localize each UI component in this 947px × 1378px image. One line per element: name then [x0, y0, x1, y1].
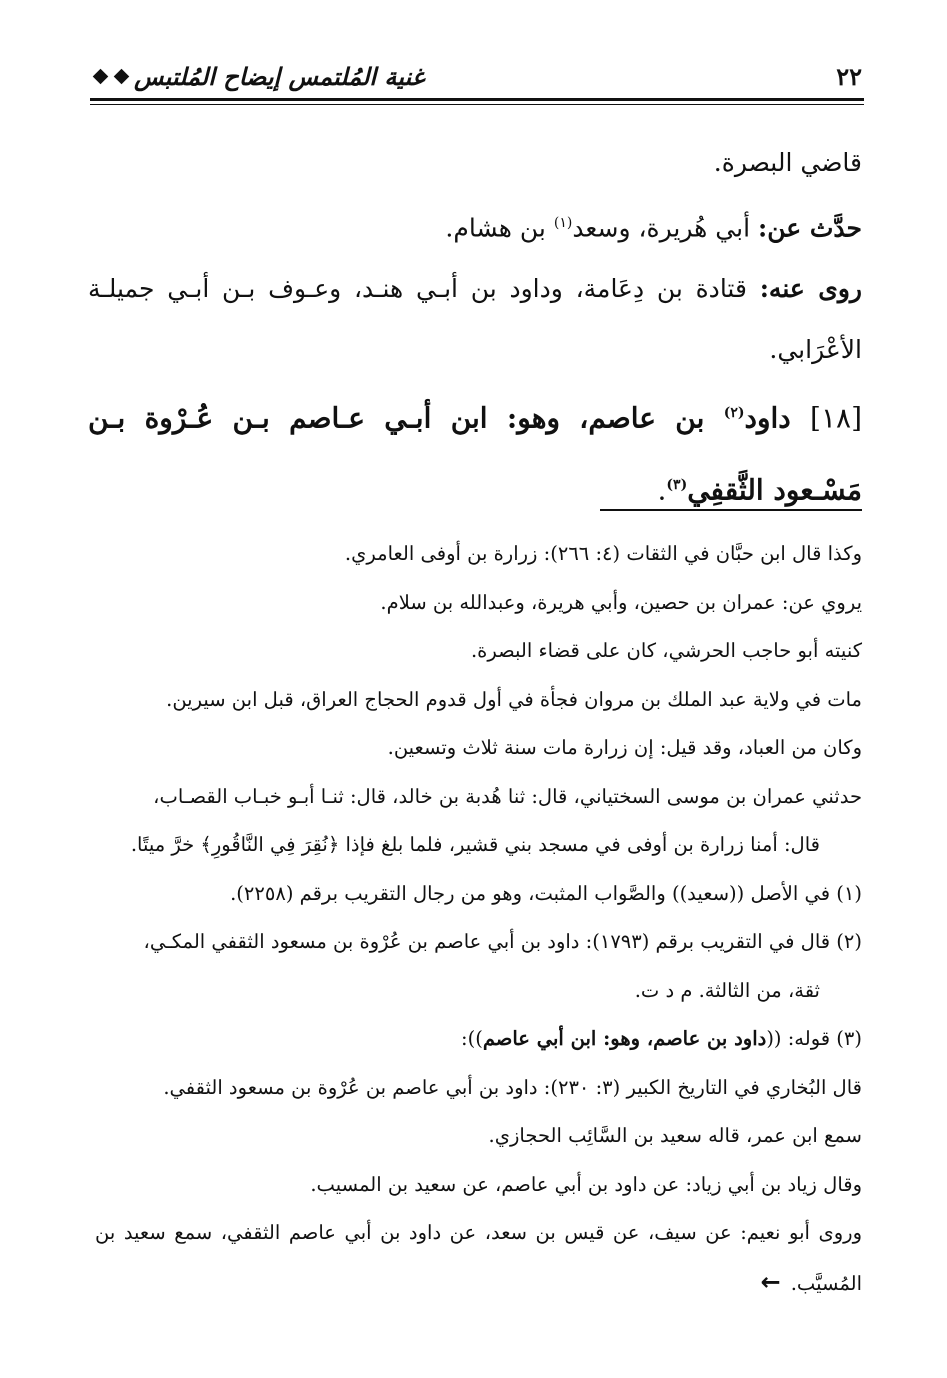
running-title-group — [92, 62, 424, 91]
footnote-line: وكان من العباد، وقد قيل: إن زرارة مات سنة ثلاث وتسعين. — [387, 736, 862, 759]
footnote-separator — [600, 509, 862, 511]
header-rule-thin — [90, 104, 864, 105]
footnote-1: (١) في الأصل ((سعيد)) والصَّواب المثبت، وهو من رجال التقريب برقم (٢٢٥٨). — [230, 881, 862, 905]
rawa-label: روى عنه: — [759, 274, 862, 304]
next-page-arrow-icon: ← — [760, 1267, 781, 1296]
entry-name: داود — [744, 401, 811, 435]
diamond-ornament-icon — [93, 68, 109, 84]
footnote-line: سمع ابن عمر، قاله سعيد بن السَّائِب الحجازي. — [488, 1124, 862, 1147]
main-text — [88, 132, 862, 523]
haddatha-text: أبي هُريرة، وسعد — [572, 213, 758, 243]
biography-entry — [88, 380, 862, 523]
rawa-text: قتادة بن دِعَامة، وداود بن أبـي هنـد، وعـوف بـن أبـي جميلـة الأعْرَابي. — [88, 274, 862, 365]
footnote-2: (٢) قال في التقريب برقم (١٧٩٣): داود بن أبي عاصم بن عُرْوة بن مسعود الثقفي المكـي، — [143, 930, 862, 953]
footnote-line: وكذا قال ابن حبَّان في الثقات (٤: ٢٦٦): زرارة بن أوفى العامري. — [344, 542, 862, 565]
footnote-3-prefix: (٣) قوله: (( — [766, 1027, 862, 1050]
entry-text: بن عاصم، وهو: ابن أبـي عـاصم بـن عُـرْوة بـن مَسْـعود الثَّقفِي — [88, 401, 862, 506]
header-rule-thick — [90, 98, 864, 101]
footnote-2-continuation: ثقة، من الثالثة. م د ت. — [634, 978, 820, 1002]
footnote-line: كنيته أبو حاجب الحرشي، كان على قضاء البصرة. — [470, 639, 862, 662]
rawa-paragraph — [88, 258, 862, 380]
footnote-last-line — [95, 1209, 862, 1308]
footnote-3-suffix: )): — [461, 1027, 483, 1050]
footnote-line: حدثني عمران بن موسى السختياني، قال: ثنا هُدبة بن خالد، قال: ثنـا أبـو خبـاب القصـاب، — [153, 784, 862, 808]
haddatha-label: حدَّث عن: — [758, 213, 862, 243]
entry-end: . — [657, 472, 667, 506]
footnote-line: وقال زياد بن أبي زياد: عن داود بن أبي عاصم، عن سعيد بن المسيب. — [310, 1172, 862, 1196]
footnote-line: مات في ولاية عبد الملك بن مروان فجأة في أول قدوم الحجاج العراق، قبل ابن سيرين. — [166, 687, 862, 711]
haddatha-text: بن هشام. — [445, 213, 554, 243]
footnotes — [95, 530, 862, 1308]
running-title: غنية المُلتمس إيضاح المُلتبس — [134, 61, 425, 91]
haddatha-paragraph — [88, 193, 862, 258]
page-number: ٢٢ — [836, 61, 862, 91]
footnote-text: وروى أبو نعيم: عن سيف، عن قيس بن سعد، عن داود بن أبي عاصم الثقفي، سمع سعيد بن المُسيَّب. — [95, 1221, 862, 1295]
footnote-ref: (٢) — [723, 405, 745, 422]
footnote-3 — [95, 1015, 862, 1064]
footnote-line: قال البُخاري في التاريخ الكبير (٣: ٢٣٠): داود بن أبي عاصم بن عُرْوة بن مسعود الثقفي. — [163, 1075, 862, 1099]
footnote-ref: (٣) — [666, 476, 688, 493]
page-header — [92, 58, 862, 94]
footnote-3-quote: داود بن عاصم، وهو: ابن أبي عاصم — [482, 1027, 767, 1050]
footnote-ref: (١) — [553, 215, 573, 231]
text-line: قاضي البصرة. — [713, 148, 862, 177]
footnote-line: قال: أمنا زرارة بن أوفى في مسجد بني قشير، فلما بلغ فإذا ﴿نُقِرَ فِي النَّاقُورِ﴾ خرَّ ميتًا. — [130, 833, 820, 856]
entry-number: [١٨] — [810, 401, 862, 435]
diamond-ornament-icon — [114, 68, 130, 84]
footnote-line: يروي عن: عمران بن حصين، وأبي هريرة، وعبدالله بن سلام. — [380, 590, 862, 614]
